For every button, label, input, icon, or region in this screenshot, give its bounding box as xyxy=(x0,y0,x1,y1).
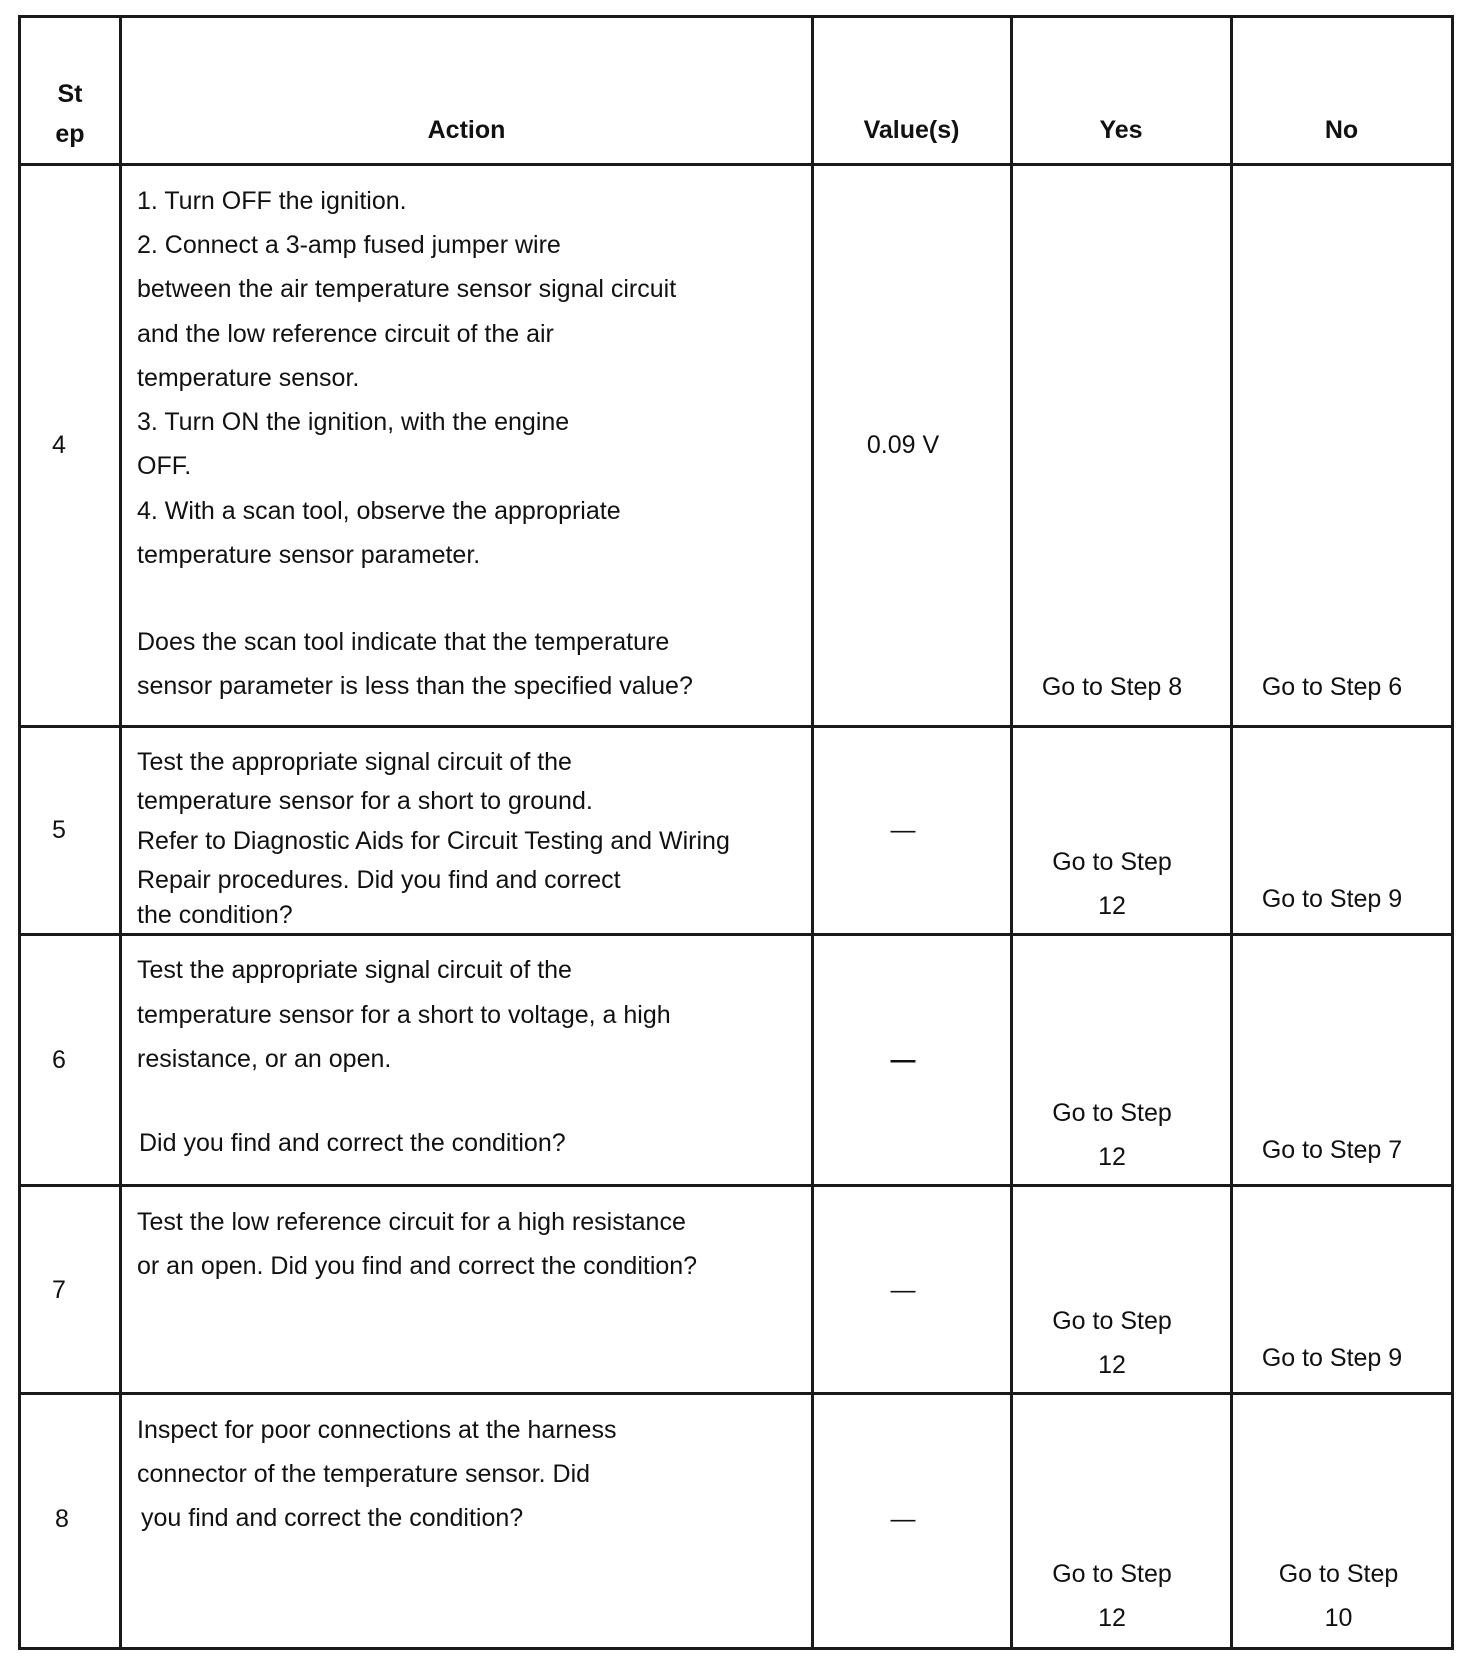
action-line: temperature sensor for a short to ground. xyxy=(137,787,593,815)
step-number: 8 xyxy=(55,1505,69,1533)
value-cell: — xyxy=(890,1505,916,1533)
yes-line: 12 xyxy=(1098,1604,1126,1632)
header-no: No xyxy=(1324,116,1359,144)
row-divider xyxy=(18,1392,1454,1395)
yes-line: 12 xyxy=(1098,1143,1126,1171)
action-line: Repair procedures. Did you find and correct xyxy=(137,866,621,894)
row-divider xyxy=(18,1184,1454,1187)
yes-line: Go to Step xyxy=(1052,1307,1172,1335)
value-cell: 0.09 V xyxy=(866,431,940,459)
yes-line: 12 xyxy=(1098,1351,1126,1379)
header-action: Action xyxy=(427,116,506,144)
header-step xyxy=(20,74,120,154)
column-divider xyxy=(1230,16,1233,1650)
action-line: Inspect for poor connections at the harness xyxy=(137,1416,617,1444)
step-number: 7 xyxy=(52,1276,66,1304)
value-cell: — xyxy=(890,1046,916,1074)
action-line: connector of the temperature sensor. Did xyxy=(137,1460,591,1488)
column-divider xyxy=(119,16,122,1650)
action-line: between the air temperature sensor signal circuit xyxy=(137,275,677,303)
header-step-line1: St xyxy=(57,80,83,108)
no-cell: Go to Step 9 xyxy=(1261,1344,1403,1372)
action-line: Test the low reference circuit for a high resistance xyxy=(137,1208,686,1236)
step-number: 4 xyxy=(52,431,66,459)
step-number: 5 xyxy=(52,816,66,844)
yes-line: Go to Step xyxy=(1052,848,1172,876)
table-border-right xyxy=(1451,16,1454,1650)
action-line: 3. Turn ON the ignition, with the engine xyxy=(137,408,570,436)
row-divider xyxy=(18,933,1454,936)
header-yes: Yes xyxy=(1099,116,1143,144)
action-line: temperature sensor. xyxy=(137,364,360,392)
action-line: temperature sensor parameter. xyxy=(137,541,481,569)
step-number: 6 xyxy=(52,1046,66,1074)
action-line: 2. Connect a 3-amp fused jumper wire xyxy=(137,231,561,259)
action-question: sensor parameter is less than the specified value? xyxy=(137,672,693,700)
no-line: 10 xyxy=(1324,1604,1353,1632)
action-question: Did you find and correct the condition? xyxy=(139,1129,566,1157)
action-line: Refer to Diagnostic Aids for Circuit Testing and Wiring xyxy=(137,827,730,855)
action-line: Test the appropriate signal circuit of the xyxy=(137,748,572,776)
yes-cell xyxy=(1012,1552,1212,1640)
action-line: 1. Turn OFF the ignition. xyxy=(137,187,407,215)
no-cell: Go to Step 7 xyxy=(1261,1136,1403,1164)
yes-line: Go to Step xyxy=(1052,1560,1172,1588)
action-line: 4. With a scan tool, observe the appropriate xyxy=(137,497,621,525)
header-divider xyxy=(18,163,1454,166)
table-border-bottom xyxy=(18,1647,1454,1650)
action-line: the condition? xyxy=(137,901,293,929)
action-line: OFF. xyxy=(137,452,192,480)
action-line: temperature sensor for a short to voltage, a high xyxy=(137,1001,671,1029)
action-question: Does the scan tool indicate that the temperature xyxy=(137,628,670,656)
action-line: and the low reference circuit of the air xyxy=(137,320,554,348)
header-values: Value(s) xyxy=(863,116,960,144)
action-line: or an open. Did you find and correct the condition? xyxy=(137,1252,698,1280)
yes-cell xyxy=(1012,1091,1212,1179)
no-cell xyxy=(1232,1552,1445,1640)
no-cell: Go to Step 9 xyxy=(1261,885,1403,913)
no-cell: Go to Step 6 xyxy=(1261,673,1403,701)
action-line: resistance, or an open. xyxy=(137,1045,392,1073)
action-line: Test the appropriate signal circuit of the xyxy=(137,956,572,984)
value-cell: — xyxy=(890,1276,916,1304)
column-divider xyxy=(1010,16,1013,1650)
yes-cell: Go to Step 8 xyxy=(1041,673,1183,701)
table-border-top xyxy=(18,15,1454,18)
yes-cell xyxy=(1012,840,1212,928)
yes-cell xyxy=(1012,1299,1212,1387)
row-divider xyxy=(18,725,1454,728)
yes-line: 12 xyxy=(1098,892,1126,920)
header-step-line2: ep xyxy=(55,120,85,148)
value-cell: — xyxy=(890,816,916,844)
action-line: you find and correct the condition? xyxy=(141,1504,524,1532)
yes-line: Go to Step xyxy=(1052,1099,1172,1127)
no-line: Go to Step xyxy=(1278,1560,1399,1588)
